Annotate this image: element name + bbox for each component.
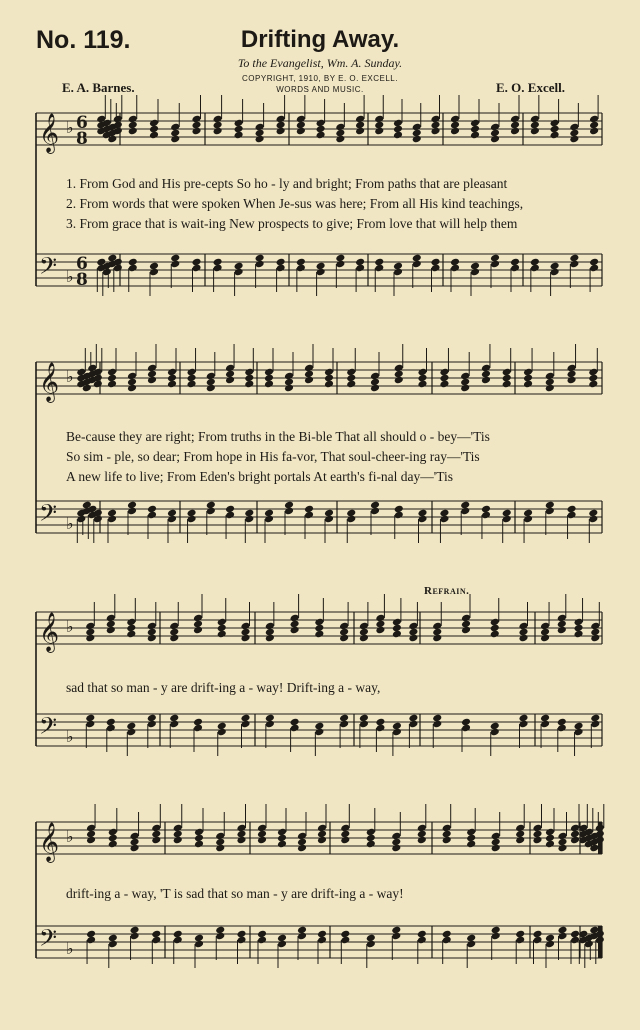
note-head <box>215 844 225 853</box>
note-head <box>265 634 275 643</box>
bass-clef: 𝄢 <box>39 252 58 285</box>
note-head <box>107 380 117 389</box>
note-head <box>545 384 555 393</box>
note-head <box>461 626 471 635</box>
note-head <box>193 626 203 635</box>
hymn-number: No. 119. <box>36 26 131 54</box>
note-head <box>393 131 403 140</box>
note-head <box>370 384 380 393</box>
bass-clef: 𝄢 <box>39 499 58 532</box>
note-head <box>490 135 500 144</box>
note-head <box>417 380 427 389</box>
note-head <box>450 127 460 136</box>
lyric-line: Be-cause they are right; From truths in the Bi-ble That all should o - bey—'Tis <box>66 429 490 444</box>
note-head <box>502 380 512 389</box>
note-head <box>276 127 286 136</box>
note-head <box>545 840 555 849</box>
note-head <box>151 836 161 845</box>
note-head <box>540 634 550 643</box>
note-head <box>324 380 334 389</box>
note-head <box>394 376 404 385</box>
key-flat: ♭ <box>66 514 74 533</box>
note-head <box>530 127 540 136</box>
note-head <box>257 836 267 845</box>
treble-clef: 𝄞 <box>39 362 60 402</box>
note-head <box>277 840 287 849</box>
note-head <box>392 630 402 639</box>
note-head <box>510 127 520 136</box>
time-signature-denominator: 8 <box>76 129 88 149</box>
note-head <box>225 376 235 385</box>
time-signature-denominator: 8 <box>76 270 88 290</box>
lyric-line: So sim - ple, so dear; From hope in His fa-vor, That soul-cheer-ing ray—'Tis <box>66 449 480 464</box>
note-head <box>126 630 136 639</box>
note-head <box>557 626 567 635</box>
note-head <box>316 131 326 140</box>
note-head <box>490 630 500 639</box>
lyric-line: A new life to live; From Eden's bright portals At earth's fi-nal day—'Tis <box>66 469 454 484</box>
note-head <box>569 135 579 144</box>
note-head <box>391 844 401 853</box>
note-head <box>355 127 365 136</box>
note-head <box>108 840 118 849</box>
note-head <box>359 634 369 643</box>
note-head <box>557 844 567 853</box>
note-head <box>317 836 327 845</box>
note-head <box>236 836 246 845</box>
lyricist-credit: E. A. Barnes. <box>62 80 135 95</box>
note-head <box>194 840 204 849</box>
note-head <box>412 135 422 144</box>
composer-credit: E. O. Excell. <box>496 80 565 95</box>
note-head <box>314 630 324 639</box>
key-flat: ♭ <box>66 939 74 958</box>
note-head <box>366 840 376 849</box>
note-head <box>346 380 356 389</box>
note-head <box>147 376 157 385</box>
note-head <box>590 634 600 643</box>
note-head <box>442 836 452 845</box>
note-head <box>187 380 197 389</box>
treble-clef: 𝄞 <box>39 113 60 153</box>
note-head <box>470 131 480 140</box>
key-flat: ♭ <box>66 367 74 386</box>
key-flat: ♭ <box>66 267 74 286</box>
note-head <box>213 127 223 136</box>
note-head <box>170 135 180 144</box>
note-head <box>206 384 216 393</box>
note-head <box>460 384 470 393</box>
note-head <box>408 634 418 643</box>
note-head <box>167 380 177 389</box>
treble-clef: 𝄞 <box>39 822 60 862</box>
lyric-line: 1. From God and His pre-cepts So ho - ly and bright; From paths that are pleasant <box>66 176 508 191</box>
note-head <box>264 380 274 389</box>
note-head <box>290 626 300 635</box>
note-head <box>340 836 350 845</box>
refrain-label: Refrain. <box>424 585 470 597</box>
lyric-line: 3. From grace that is wait-ing New prospects to give; From love that will help them <box>66 216 518 231</box>
lyric-line: sad that so man - y are drift-ing a - way! Drift-ing a - way, <box>66 680 381 695</box>
note-head <box>130 844 140 853</box>
note-head <box>574 630 584 639</box>
bass-clef: 𝄢 <box>39 712 58 745</box>
note-head <box>335 135 345 144</box>
note-head <box>244 380 254 389</box>
note-head <box>127 384 137 393</box>
note-head <box>240 634 250 643</box>
treble-clef: 𝄞 <box>39 612 60 652</box>
note-head <box>481 376 491 385</box>
lyric-line: drift-ing a - way, 'T is sad that so man - y are drift-ing a - way! <box>66 886 404 901</box>
note-head <box>284 384 294 393</box>
note-head <box>439 380 449 389</box>
note-head <box>128 127 138 136</box>
lyric-line: 2. From words that were spoken When Je-sus was here; From all His kind teachings, <box>66 196 524 211</box>
hymn-title: Drifting Away. <box>240 26 400 53</box>
note-head <box>532 836 542 845</box>
note-head <box>588 380 598 389</box>
copyright-notice: COPYRIGHT, 1910, BY E. O. EXCELL. <box>242 74 398 83</box>
note-head <box>106 626 116 635</box>
note-head <box>85 634 95 643</box>
note-head <box>374 127 384 136</box>
note-head <box>169 634 179 643</box>
time-signature-numerator: 6 <box>76 254 88 274</box>
note-head <box>147 634 157 643</box>
dedication: To the Evangelist, Wm. A. Sunday. <box>237 56 403 70</box>
note-head <box>255 135 265 144</box>
key-flat: ♭ <box>66 118 74 137</box>
note-head <box>417 836 427 845</box>
note-head <box>86 836 96 845</box>
note-head <box>191 127 201 136</box>
note-head <box>149 131 159 140</box>
copyright-subnote: WORDS AND MUSIC. <box>276 85 364 94</box>
note-head <box>430 127 440 136</box>
note-head <box>375 626 385 635</box>
note-head <box>518 634 528 643</box>
note-head <box>550 131 560 140</box>
note-head <box>234 131 244 140</box>
key-flat: ♭ <box>66 727 74 746</box>
bass-clef: 𝄢 <box>39 924 58 957</box>
note-head <box>297 844 307 853</box>
time-signature-numerator: 6 <box>76 113 88 133</box>
note-head <box>589 127 599 136</box>
note-head <box>567 376 577 385</box>
note-head <box>217 630 227 639</box>
note-head <box>515 836 525 845</box>
key-flat: ♭ <box>66 827 74 846</box>
note-head <box>491 844 501 853</box>
note-head <box>432 634 442 643</box>
note-head <box>296 127 306 136</box>
note-head <box>304 376 314 385</box>
note-head <box>339 634 349 643</box>
key-flat: ♭ <box>66 617 74 636</box>
note-head <box>173 836 183 845</box>
note-head <box>570 836 580 845</box>
note-head <box>523 380 533 389</box>
note-head <box>466 840 476 849</box>
